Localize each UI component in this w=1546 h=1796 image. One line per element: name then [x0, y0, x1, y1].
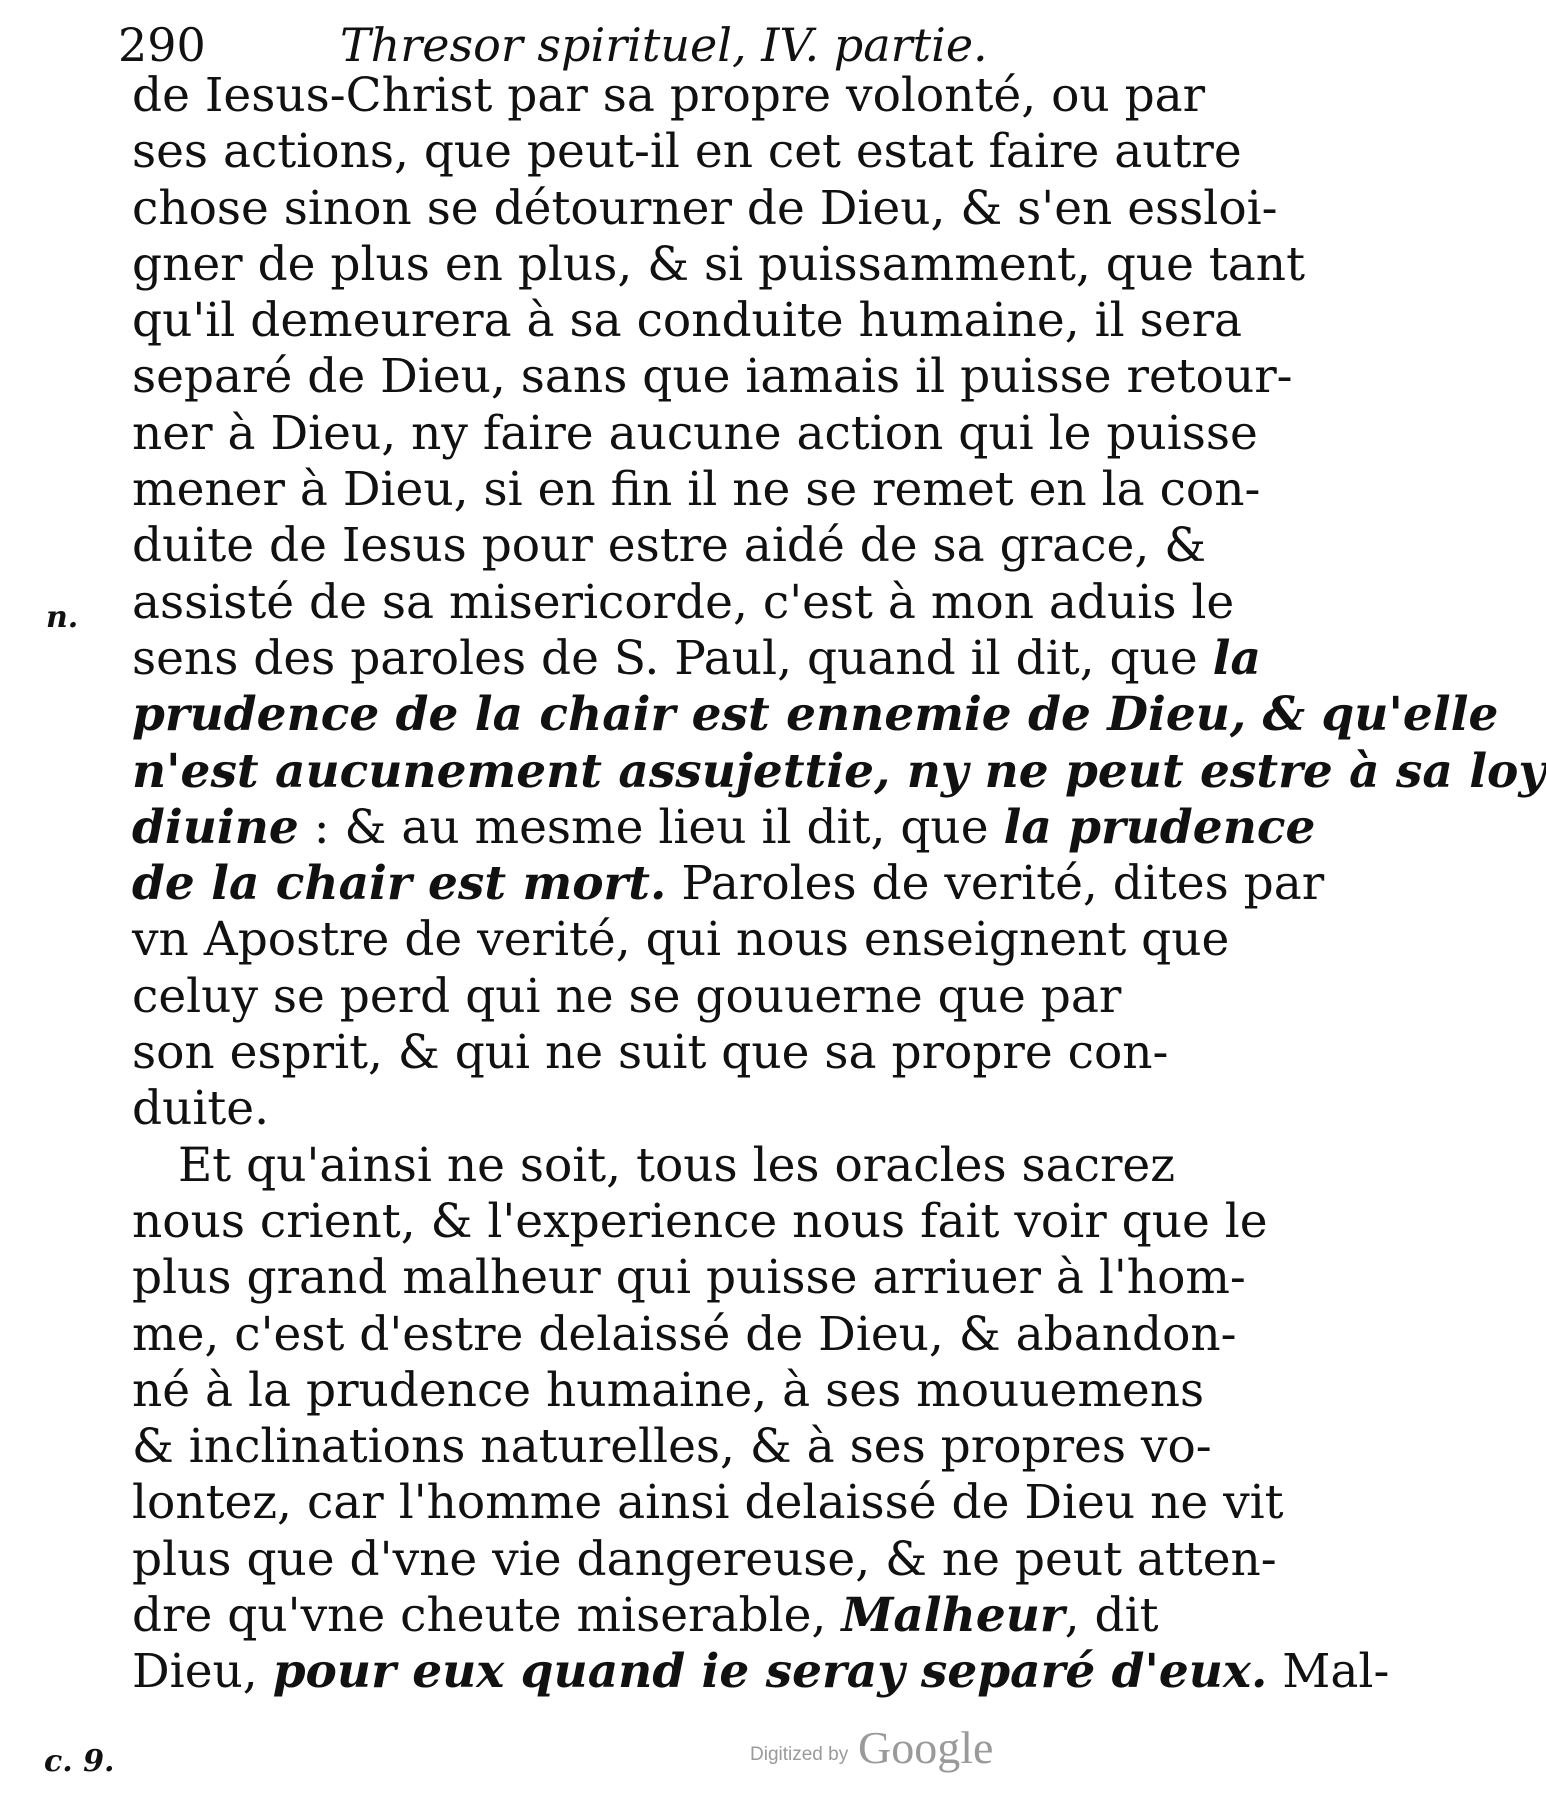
- text-line: [132, 293, 1243, 349]
- text-line: [132, 856, 1325, 912]
- text-line: [132, 1193, 1268, 1250]
- text-run: chose sinon se détourner de Dieu, & s'en essloi-: [132, 180, 1278, 236]
- text-line: [132, 1306, 1237, 1363]
- text-run: Paroles de verité, dites par: [666, 856, 1325, 912]
- text-run: lontez, car l'homme ainsi delaissé de Dieu ne vit: [132, 1475, 1284, 1531]
- italic-run: la prudence: [1003, 799, 1316, 855]
- italic-run: de la chair est mort.: [132, 856, 667, 912]
- text-line: [132, 1025, 1169, 1081]
- text-line: [132, 799, 1316, 856]
- text-line: [132, 1250, 1246, 1306]
- italic-run: diuine: [132, 799, 299, 855]
- text-run: duite.: [132, 1081, 270, 1137]
- text-run: plus grand malheur qui puisse arriuer à l'hom-: [132, 1250, 1246, 1306]
- text-run: separé de Dieu, sans que iamais il puisse retour-: [132, 349, 1293, 405]
- italic-run: Malheur: [841, 1588, 1065, 1644]
- text-run: nous crient, & l'experience nous fait voir que le: [132, 1193, 1268, 1249]
- text-run: Mal-: [1267, 1644, 1390, 1700]
- text-line: [132, 1419, 1212, 1475]
- text-run: vn Apostre de verité, qui nous enseignent que: [132, 912, 1230, 968]
- text-run: Dieu,: [132, 1644, 273, 1700]
- page-header: [118, 14, 1078, 74]
- margin-note-c9: c. 9.: [44, 1744, 115, 1779]
- page-number: 290: [118, 18, 206, 72]
- text-line: [132, 1531, 1277, 1588]
- text-run: son esprit, & qui ne suit que sa propre con-: [132, 1025, 1169, 1081]
- text-line: [132, 405, 1258, 462]
- text-run: de Iesus-Christ par sa propre volonté, ou par: [132, 68, 1206, 123]
- text-run: : & au mesme lieu il dit, que: [298, 799, 1004, 855]
- text-run: né à la prudence humaine, à ses mouuemens: [132, 1362, 1205, 1418]
- text-line: [132, 349, 1293, 405]
- text-run: qu'il demeurera à sa conduite humaine, il sera: [132, 293, 1243, 349]
- text-line: [132, 1588, 1159, 1644]
- digitized-by-label: Digitized by: [750, 1744, 849, 1765]
- text-run: celuy se perd qui ne se gouuerne que par: [132, 968, 1122, 1024]
- text-line: [132, 68, 1206, 124]
- text-line: [132, 968, 1122, 1025]
- text-line: [132, 1137, 1176, 1194]
- text-line: [132, 1475, 1284, 1531]
- text-run: dre qu'vne cheute miserable,: [132, 1588, 842, 1644]
- italic-run: prudence de la chair est ennemie de Dieu, & qu'elle: [132, 687, 1499, 743]
- text-run: gner de plus en plus, & si puissamment, que tant: [132, 236, 1305, 292]
- text-line: [132, 518, 1207, 574]
- text-line: [132, 574, 1235, 631]
- italic-run: pour eux quand ie seray separé d'eux.: [272, 1644, 1268, 1700]
- italic-run: la: [1212, 630, 1261, 686]
- text-line: [132, 236, 1305, 293]
- text-line: [132, 1081, 1077, 1137]
- text-run: ses actions, que peut-il en cet estat faire autre: [132, 124, 1242, 180]
- running-title: Thresor spirituel, IV. partie.: [340, 18, 988, 72]
- text-run: assisté de sa misericorde, c'est à mon aduis le: [132, 574, 1235, 630]
- text-run: & inclinations naturelles, & à ses propres vo-: [132, 1419, 1212, 1475]
- text-run: mener à Dieu, si en fin il ne se remet en la con-: [132, 462, 1261, 518]
- body-text: [132, 68, 1546, 1701]
- text-run: me, c'est d'estre delaissé de Dieu, & abandon-: [132, 1306, 1237, 1362]
- text-line: [132, 912, 1230, 968]
- google-logo-text: Google: [858, 1722, 994, 1773]
- text-line: [132, 180, 1278, 237]
- margin-note-n: n.: [46, 600, 79, 635]
- text-line: [132, 462, 1261, 518]
- text-line: [132, 1644, 1390, 1700]
- text-run: , dit: [1064, 1588, 1159, 1644]
- text-run: plus que d'vne vie dangereuse, & ne peut atten-: [132, 1531, 1277, 1587]
- text-line: [132, 124, 1242, 180]
- text-line: [132, 687, 1499, 743]
- italic-run: n'est aucunement assujettie, ny ne peut estre à sa loy: [132, 743, 1546, 799]
- text-run: Et qu'ainsi ne soit, tous les oracles sacrez: [178, 1137, 1176, 1193]
- text-run: duite de Iesus pour estre aidé de sa grace, &: [132, 518, 1207, 574]
- text-run: ner à Dieu, ny faire aucune action qui le puisse: [132, 405, 1258, 461]
- text-line: [132, 1362, 1205, 1419]
- digitized-watermark: [750, 1718, 1010, 1778]
- text-run: sens des paroles de S. Paul, quand il dit, que: [132, 630, 1213, 686]
- text-line: [132, 630, 1261, 687]
- text-line: [132, 743, 1546, 800]
